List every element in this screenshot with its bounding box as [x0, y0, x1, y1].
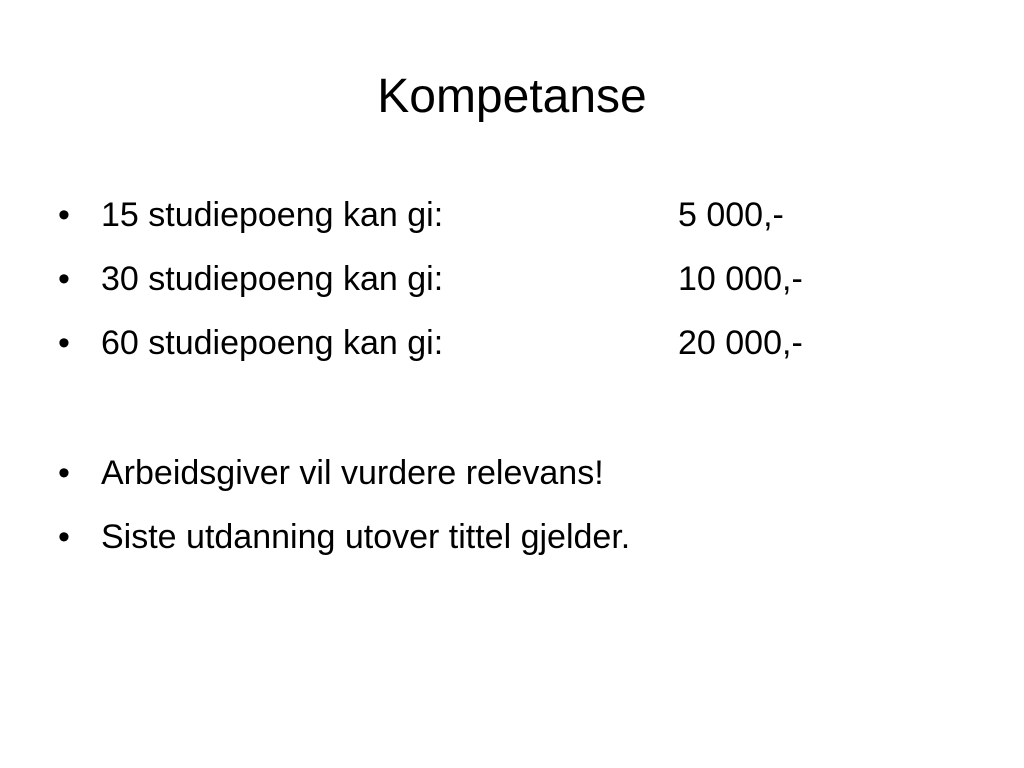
list-item	[58, 441, 978, 505]
list-spacer	[58, 375, 978, 441]
list-item	[58, 311, 978, 375]
list-item	[58, 505, 978, 569]
bullet-icon: •	[58, 518, 70, 556]
slide-title: Kompetanse	[377, 70, 647, 123]
item-value: 5 000,-	[678, 196, 784, 234]
list-item	[58, 183, 978, 247]
item-label: 30 studiepoeng kan gi:	[101, 260, 444, 298]
bullet-icon: •	[58, 454, 70, 492]
item-text: Siste utdanning utover tittel gjelder.	[101, 518, 631, 556]
item-text: Arbeidsgiver vil vurdere relevans!	[101, 454, 604, 492]
item-value: 20 000,-	[678, 324, 803, 362]
bullet-icon: •	[58, 196, 70, 234]
item-label: 15 studiepoeng kan gi:	[101, 196, 444, 234]
item-label: 60 studiepoeng kan gi:	[101, 324, 444, 362]
item-value: 10 000,-	[678, 260, 803, 298]
bullet-icon: •	[58, 324, 70, 362]
bullet-list	[58, 183, 978, 569]
bullet-icon: •	[58, 260, 70, 298]
list-item	[58, 247, 978, 311]
